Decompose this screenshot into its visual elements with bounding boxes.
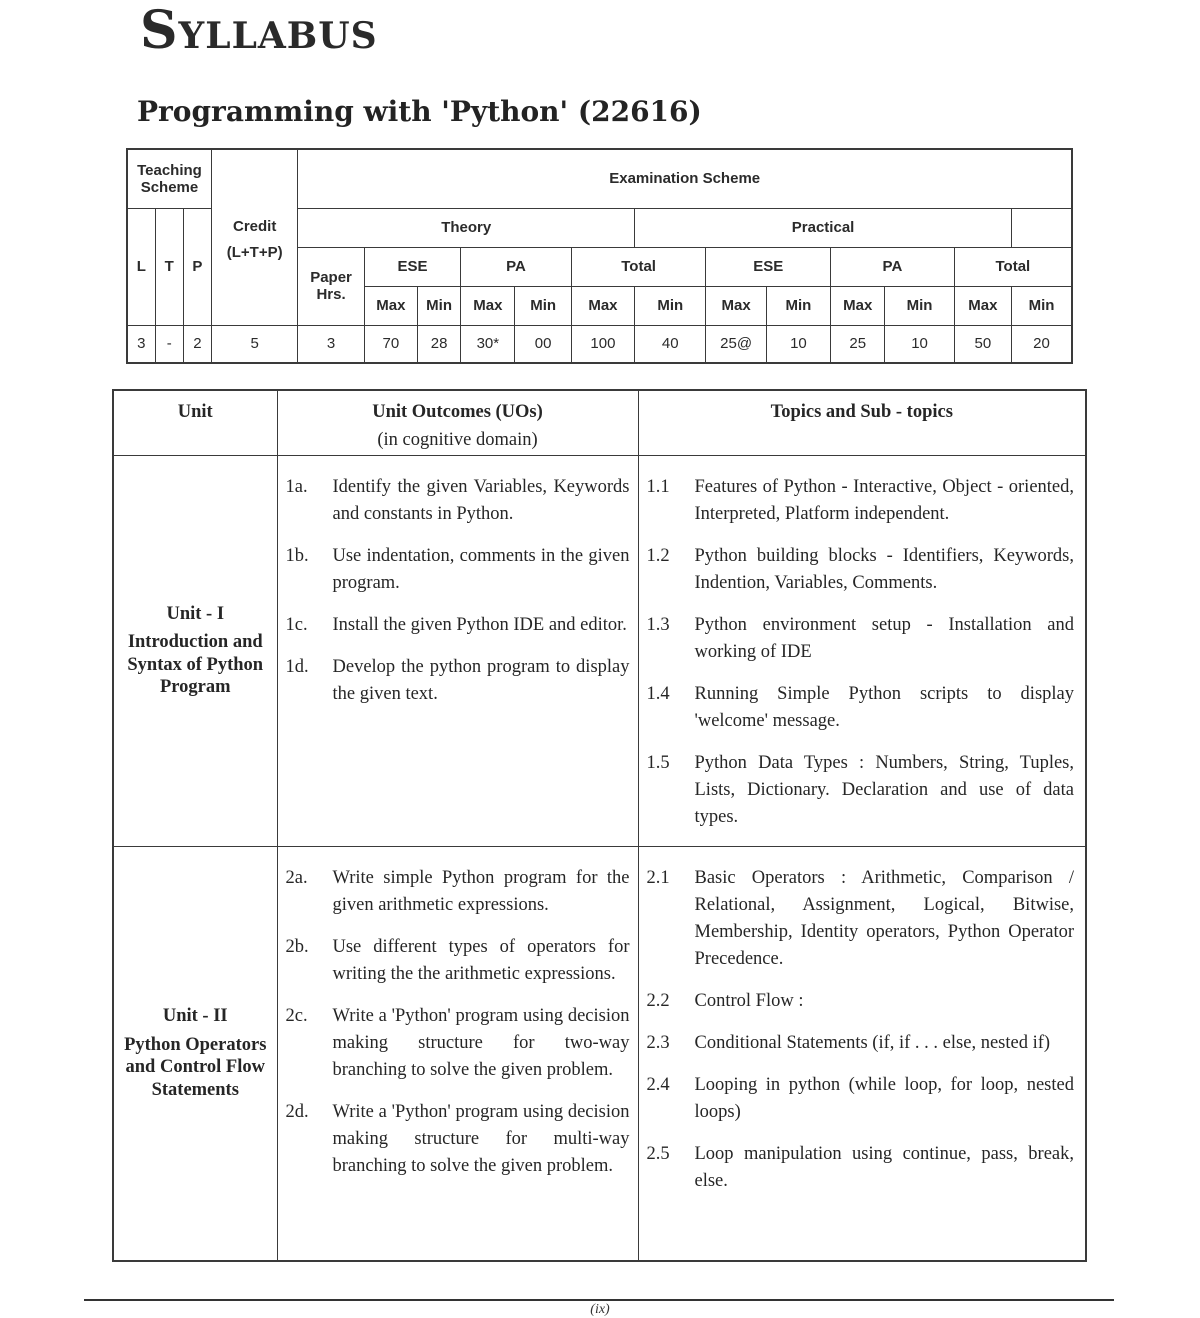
outcome-item	[286, 1099, 630, 1180]
outcome-item	[286, 865, 630, 919]
course-title: Programming with 'Python' (22616)	[137, 95, 702, 128]
max-header: Max	[831, 286, 885, 325]
theory-ese-min: 28	[417, 325, 460, 363]
teaching-scheme-header: Teaching Scheme	[127, 149, 211, 208]
outcome-item	[286, 654, 630, 708]
topic-number: 2.3	[646, 1032, 670, 1053]
p-header: P	[183, 208, 211, 325]
topics-cell	[638, 455, 1086, 846]
page-heading: Syllabus	[140, 0, 378, 61]
theory-total-min: 40	[635, 325, 706, 363]
unit-title: Python Operators and Control Flow Statements	[124, 1034, 267, 1100]
outcome-item	[286, 934, 630, 988]
paper-hrs-header: Paper Hrs.	[298, 247, 364, 325]
topic-number: 2.2	[646, 990, 670, 1011]
max-header: Max	[461, 286, 515, 325]
practical-header: Practical	[635, 208, 1012, 247]
topic-text: Control Flow :	[694, 990, 804, 1011]
outcome-item	[286, 474, 630, 528]
paper-hrs-value: 3	[298, 325, 364, 363]
topic-item	[647, 681, 1075, 735]
outcome-number: 1b.	[285, 545, 309, 566]
max-header: Max	[706, 286, 766, 325]
p-value: 2	[183, 325, 211, 363]
topic-item	[647, 474, 1075, 528]
topic-text: Running Simple Python scripts to display 'welcome' message.	[694, 683, 1074, 731]
practical-ese-max: 25@	[706, 325, 766, 363]
unit-name: Unit - I	[166, 603, 225, 624]
outcome-number: 2c.	[285, 1005, 308, 1026]
unit-column-header	[113, 390, 277, 455]
theory-pa-header: PA	[461, 247, 572, 286]
theory-total-max: 100	[571, 325, 634, 363]
unit-cell	[113, 455, 277, 846]
topic-item	[647, 543, 1075, 597]
unit-row	[113, 846, 1086, 1261]
topic-text: Basic Operators : Arithmetic, Comparison / Relational, Assignment, Logical, Bitwise, Membership, Identity operators, Python Operator Precedence.	[694, 867, 1074, 969]
max-header: Max	[571, 286, 634, 325]
outcomes-cell	[277, 455, 638, 846]
topic-text: Features of Python - Interactive, Object - oriented, Interpreted, Platform independent.	[694, 476, 1074, 524]
outcome-text: Identify the given Variables, Keywords and constants in Python.	[332, 476, 630, 524]
outcome-number: 1a.	[285, 476, 308, 497]
practical-pa-header: PA	[831, 247, 955, 286]
page-number: (ix)	[590, 1302, 610, 1317]
outcomes-column-label: Unit Outcomes (UOs)	[372, 402, 543, 422]
unit-name: Unit - II	[162, 1006, 228, 1027]
min-header: Min	[417, 286, 460, 325]
t-value: -	[155, 325, 183, 363]
topic-text: Looping in python (while loop, for loop, nested loops)	[694, 1074, 1074, 1122]
min-header: Min	[885, 286, 954, 325]
topics-column-header	[638, 390, 1086, 455]
outcome-text: Write simple Python program for the given arithmetic expressions.	[332, 867, 630, 915]
topic-item	[647, 1141, 1075, 1195]
outcome-text: Use indentation, comments in the given program.	[332, 545, 630, 593]
practical-pa-min: 10	[885, 325, 954, 363]
theory-pa-max: 30*	[461, 325, 515, 363]
topic-item	[647, 988, 1075, 1015]
topic-item	[647, 750, 1075, 831]
topics-cell	[638, 846, 1086, 1261]
l-header: L	[127, 208, 155, 325]
topic-text: Conditional Statements (if, if . . . else, nested if)	[694, 1032, 1051, 1053]
outcome-number: 2b.	[285, 936, 309, 957]
topics-column-label: Topics and Sub - topics	[770, 402, 953, 422]
credit-label: Credit	[232, 218, 277, 235]
l-value: 3	[127, 325, 155, 363]
topic-number: 1.5	[646, 752, 670, 773]
credit-value: 5	[211, 325, 297, 363]
outcomes-cell	[277, 846, 638, 1261]
topic-number: 2.4	[646, 1074, 670, 1095]
topic-number: 1.2	[646, 545, 670, 566]
theory-pa-min: 00	[515, 325, 571, 363]
practical-total-max: 50	[954, 325, 1011, 363]
outcome-number: 2d.	[285, 1101, 309, 1122]
min-header: Min	[635, 286, 706, 325]
practical-pa-max: 25	[831, 325, 885, 363]
unit-column-label: Unit	[177, 402, 213, 422]
topic-item	[647, 865, 1075, 973]
outcome-text: Develop the python program to display the given text.	[332, 656, 630, 704]
outcome-text: Write a 'Python' program using decision making structure for two-way branching to solve the given problem.	[332, 1005, 630, 1080]
min-header: Min	[766, 286, 830, 325]
practical-ese-header: ESE	[706, 247, 831, 286]
credit-formula: (L+T+P)	[226, 244, 283, 261]
outcome-number: 1c.	[285, 614, 308, 635]
min-header: Min	[515, 286, 571, 325]
unit-title: Introduction and Syntax of Python Program	[127, 632, 264, 697]
theory-total-header: Total	[571, 247, 706, 286]
practical-total-header: Total	[954, 247, 1072, 286]
outcome-text: Write a 'Python' program using decision making structure for multi-way branching to solve the given problem.	[332, 1101, 630, 1176]
theory-ese-header: ESE	[364, 247, 460, 286]
practical-total-min: 20	[1012, 325, 1072, 363]
scheme-table	[126, 148, 1073, 364]
topic-text: Python Data Types : Numbers, String, Tuples, Lists, Dictionary. Declaration and use of data types.	[694, 752, 1074, 827]
max-header: Max	[364, 286, 417, 325]
units-table	[112, 389, 1087, 1262]
t-header: T	[155, 208, 183, 325]
theory-header: Theory	[298, 208, 635, 247]
topic-number: 1.1	[646, 476, 670, 497]
topic-number: 2.1	[646, 867, 670, 888]
credit-header	[211, 149, 297, 325]
practical-ese-min: 10	[766, 325, 830, 363]
outcomes-column-sublabel: (in cognitive domain)	[377, 430, 538, 450]
examination-scheme-header: Examination Scheme	[298, 149, 1072, 208]
topic-number: 2.5	[646, 1143, 670, 1164]
outcome-number: 2a.	[285, 867, 308, 888]
unit-cell	[113, 846, 277, 1261]
min-header: Min	[1012, 286, 1072, 325]
max-header: Max	[954, 286, 1011, 325]
outcome-text: Install the given Python IDE and editor.	[332, 614, 627, 635]
topic-number: 1.3	[646, 614, 670, 635]
outcomes-column-header	[277, 390, 638, 455]
topic-text: Python building blocks - Identifiers, Keywords, Indention, Variables, Comments.	[694, 545, 1074, 593]
outcome-item	[286, 543, 630, 597]
topic-item	[647, 1030, 1075, 1057]
unit-row	[113, 455, 1086, 846]
outcome-number: 1d.	[285, 656, 309, 677]
outcome-item	[286, 612, 630, 639]
outcome-item	[286, 1003, 630, 1084]
topic-text: Python environment setup - Installation and working of IDE	[694, 614, 1074, 662]
footer-divider	[84, 1299, 1114, 1301]
topic-item	[647, 1072, 1075, 1126]
topic-item	[647, 612, 1075, 666]
topic-number: 1.4	[646, 683, 670, 704]
outcome-text: Use different types of operators for writing the the arithmetic expressions.	[332, 936, 630, 984]
theory-ese-max: 70	[364, 325, 417, 363]
topic-text: Loop manipulation using continue, pass, break, else.	[694, 1143, 1074, 1191]
